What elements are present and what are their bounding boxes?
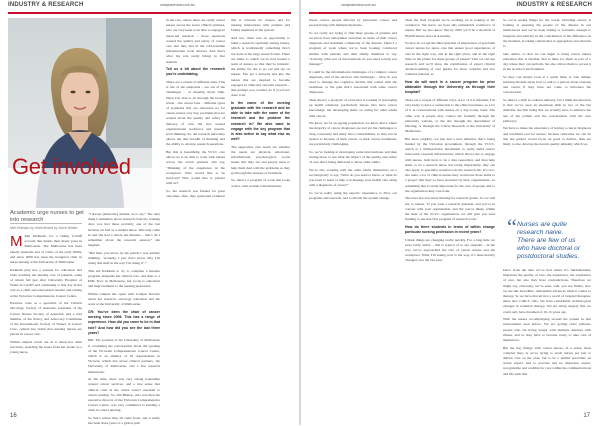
paragraph: “But then, you know, by the puzzle I was quickly thinking, ‘Actually, I just don’t know why I’m doing this stuff in the way I’m doing it’.” [88, 250, 160, 266]
paragraph: There are a couple of different ways. A lot of it is informal, I’m very lucky to have a connection to the clinical partners, so a lot of it is conversations with nurses on a day-to-day basis. The other way is people may contact me formally through the university website, or the site through the department of Nursing, or through the Cancer Research at the University of Melbourne. [405, 98, 495, 134]
article-headline: Get involved [12, 154, 131, 179]
paragraph: So we’re seeing things for the world, including cancer, is looking at ensuring the people of the disease in our medications and we’ve been testing or fortunate enough to integrate and embody in the contribution of the difference on the moment, is taking content that is appropriate and relevant to [503, 18, 591, 49]
paragraph: We have to make the experience of having a cancer diagnosis and treatment real for nurses, because otherwise we can do that the greater would focus on good to deliver, then are likely to also develop the decent-quality empathy which we [503, 126, 591, 147]
byline-rule [10, 223, 82, 224]
site-url[interactable]: campusreview.com.au [160, 3, 195, 7]
left-column-3 [166, 18, 290, 414]
running-header [0, 0, 299, 14]
paragraph: There are a couple of different aims. This is one of the endpoints – are out of the challenges – of meeting many bulk. What I’m able to do through the bronze levels – the cancer lens – different types of problems that are otherwise no for cancer nurses very day, problems that are around about the quality and safety of delivery of care, but also around organisational workforce and system-level thinking. So, the research university allows me that breadth of thinking and the ability to develop research questions. [166, 80, 226, 147]
right-column-3 [503, 18, 591, 216]
left-column-1 [10, 234, 82, 414]
paragraph: So we’re really using the experts’ experience to drive our programs and research, and to inform the system change. [309, 190, 397, 201]
drop-cap: M [10, 233, 23, 250]
paragraph: The supportive care needs are whether the needs are physical, emotional, informational, psychological, social issues that they are and people need to help them deal with the problems as they go through the stresses of treatment. [231, 144, 290, 175]
paragraph: So we really are trying to find these groups of patients and we know have suboptimal outcomes in terms of their cancer diagnosis and treatment complexity of the disease. There’s a program of work where we’ve been looking convinced studies with patients and their family members to say, ‘Actually, what sort of interventions do you need to help you manage?’ [309, 30, 397, 67]
paragraph: We know we’ve an ageing population, we know that’s where the majority of cancer diagnoses are and yet the challenges to drug conversely and many have comorbidities, so may not be treated to because of their cancer, or their cancer treatments, are particularly challenging. [309, 121, 397, 147]
site-url[interactable]: campusreview.com.au [341, 3, 376, 7]
paragraph: Then there’s a program of work that is looking at leveraging up health solutions, particularly nurses who have cancer knowledge, but developing skills on caring for older adults with cancer. [309, 98, 397, 118]
pull-quote-text: Nurses are quite research naive. There are few of us who have doctoral or postdoctoral studies. [517, 221, 581, 260]
paragraph: So that’s where they all came from, and it really has been three years of a global path [88, 416, 160, 426]
paragraph: breast cancer, people affected by pancreatic cancer, and people living with multiple myeloma. [309, 18, 397, 28]
quote-mark-icon: “ [507, 214, 517, 239]
paragraph: But this is beautifully, the VCCC role allows us to be able to work with nurses across the seven partners and say, ‘Thinking of the experience in the workplace. Who would like to be involved? Who would like to partner with us?’ [166, 150, 225, 186]
page-number: 17 [583, 413, 590, 419]
header-rule [8, 12, 291, 14]
paragraph: But more tangibly, we just had a new initiative that’s being funded by the Victorian government, through the VCCC, which is a million-dollar investment to really build cancer innovation research infrastructure which allows me to engage with nurses, both have to be a data researcher, and then help them, to be a research nurse, but really, importantly, they can also apply to specialist workforce in the research lab. It’s two-site units, a lot of clinical nurses they would use those skills to a project that they’ve been provided by their organisations, so something that is really important for the care of people and to the organisation they care from. [405, 136, 495, 193]
left-column-2 [88, 212, 160, 426]
paragraph: So, we’re looking at developing some interventions, and then testing those to see what the impact of the quality and safety of care that’s being delivered to those older adults. [309, 149, 397, 165]
paragraph: Within campus watch out as to listen has often reactions, spending the hours from her leader as a young nurse. [10, 340, 82, 355]
paragraph: So there’s a shift in cadence delivery, but I think the direction is that we’ve seen an enormous shift in two of the big domains: the first being that we actually have to embrace the use of the patient and the conversation with the care pathways. [503, 98, 591, 123]
paragraph: “I always (shine the) student, as to say,” The only thing I remember about research from my training days was that these probably one of the last lectures we had as a student nurse. This lady came in and she had a whole ten minutes – that’s all I remember about the research session,” she laughed. [88, 212, 160, 248]
paragraph: But the big change with cancer nurses, in a sense, most complex they, is we’re trying to teach nurses not just to deliver care on the plan, but to be a skilled specialist, an actual expert, and to practise and be important expert, recognisable and credible for care within the communications and life with that. [503, 345, 591, 376]
paragraph: Kirkham play has a passion for education and wide reaching the nursing care of patients, some of whom fall just after University Hospital of Wales in Cardiff and continuing to this day in her role as a chief and educational teacher and raising at the Victorian Comprehensive Cancer Centre. [10, 267, 82, 298]
right-column-4 [503, 268, 591, 414]
paragraph: M Mel Kirkham: for a fitting Cardiff account that details their many years in Melbourne. The Melbourne has been ideally Australia and of critics of the early 2000s, and since 2006 has been the inaugural chair in nurse nursing at the University of Melbourne. [10, 233, 82, 265]
paragraph: take online, so that we can begin to bring cancer nurses education that is flexible, that is there for them as part of a day where they can perform, but also allows them to access it in the at-school environment. [503, 51, 591, 72]
page-number: 16 [10, 413, 17, 419]
paragraph: So they can maybe look at a quick three or four minute learning module about how to talk to a person about exercise and cancer if they have not come to introduce the conversation. [503, 74, 591, 95]
running-header [301, 0, 600, 14]
paragraph: The trust also has more funding for research grants. So we will say to nurses, ‘If you want a research question, and you’re in concert with your organisation, and the you’re likely, within the lines of the VCCC organisation, we will give you seed funding to ask that first program of research work.’ [405, 196, 495, 222]
section-label: INDUSTRY & RESEARCH [8, 2, 84, 8]
interview-question: How do will work in a cancer program for prior attainable through the University as through their hospital? [405, 80, 495, 95]
paragraph: I think things are changing really quickly. For a long time we were fairly stable – this is typical of to say stagnant – in the way we’ve approached the role of cancer nurses and the workplace. What I’m seeing now is the way, it’s been heavily changed over the last year. [405, 237, 495, 263]
paragraph: in the role, where there are really cancer nurses across the seven clinical partners, who are very keen to be able to engage in nurse-led research – those questions around the quality and safety of cancer care that they had in the cold-baseline infrastructure tools devices. And that’s what my role really brings in that domain. [166, 18, 225, 64]
left-page [0, 0, 299, 425]
right-column-1 [309, 18, 397, 414]
paragraph: So, there’s a program of work that looks at that, with women with metastatic [231, 178, 290, 188]
section-label: INDUSTRY & RESEARCH [516, 2, 592, 8]
pull-quote [507, 214, 585, 264]
right-page [301, 0, 600, 425]
paragraph: So how do we get the third question of importance of specialist cancer nurses for nurse care that ensure good experiences of care in the right way, and in the right place, and at the right time on the planet for these groups of nurses? That we can use research and we’ll show the contribution of expert clinical decision-making of care guides for those complex and low complex patients, so [405, 41, 495, 77]
paragraph: This led Kirkham to try to complete a masters program alongside her clinical role, and then to a PhD. Now in Melbourne, her focus is education and improvements to the nursing profession. [88, 268, 160, 289]
interview-question: CR: You’ve been the chair of cancer nursing since 2006. This has a range of experience. How did you come to be in that role? And how did you see the last three years? [88, 310, 160, 335]
paragraph: Previous roles as a specialist of the Clinical Oncology Society of Australia, president of the Cancer Nurses Society of Australia, and a lead member of the Policy and Advocacy Committee of the International Society of Nurses in Cancer Care, cement her belief that nursing nurses are placed in cancer care. [10, 301, 82, 337]
interview-question: Is the name of the nursing graduate with the research and be able to take with the name of the research and the problem the research is? We also want to engage with the key program that is also active to say what else as well? [231, 100, 290, 142]
byline: Mel Kirkham by Interviewed by Dave Walke [10, 226, 78, 230]
right-column-2 [405, 18, 495, 414]
paragraph: And two, there was an opportunity to build a research capability among nurses, which is traditionally something that’s not done at the large research state. There are times to which we’ve had around a team of nurses, so that they’re fantastic, the ability for me to go out and tap on nurses. The get a network and into the nurses that are inspired to become engaged in clinically relevant research – that perhaps you couldn’t do if you’d not done it all. [231, 36, 290, 98]
paragraph: At the time, there was very strong leadership around cancer services, and a true sense that clinical roles in the centre wasn’t essential to cancer nursing. So, Jim Bishop, who was then the executive director of the Victorian Comprehensive Cancer Centre, was very committed to funding a chair in cancer nursing. [88, 377, 160, 413]
interview-question: How do there students in terms of within change particular nursing profession in recent years? [405, 224, 495, 235]
paragraph: Then the final program we’re working on is looking at the workforce. We know we have this remarkable workforce of nurses. But we also know that by 2025 we’ll be a shortfall of 85,000 nurses short in Australia. [405, 18, 495, 38]
paragraph: know from the data we’ve had where it’s fundamentally important the quality of care, the experience, the experience of care, but also they have contradictions. Therefore we might say, obviously, we’ve seen, well, you see finally, how we see this incredible, remarkable advances when it comes to therapy. So we have moved into a world of targeted therapies, these new CAR-T cells. We have remarkable technological changes in radiation therapy. We are doing surgery that we could only have dreamed of 10-15 years ago. [503, 268, 591, 314]
interview-question: Tell us a bit about the research you’re undertaking. [166, 67, 225, 77]
paragraph: Within campus she spent with Campus Review about her research, oncology education and the work at the University of Melbourne. [88, 292, 160, 307]
paragraph: HK: The position at the University of Melbourne is continuing the conversation about the opening of the Victorian Comprehensive Cancer Centre, which is an alliance of 10 organisations in Victoria, which has seven clinical partners, the University of Melbourne, and a few research institutions. [88, 338, 160, 374]
paragraph: So, the research was funded for great outcomes. One, they generated evidence that is relevant for nurses, and for nursing interactions with patients and family members in the system. [166, 18, 290, 199]
paragraph: It could be the informational challenges of a complex cancer diagnosis, and of the services and challenges – what do you need to manage the cognitive decline that comes with the treatment, or the pain that’s associated with some cancer diagnoses. [309, 69, 397, 95]
standfirst: Academic urge nurses to get into research [10, 210, 84, 223]
paragraph: With the nurses accompanying around the patient in that environment seen before. We are getting older patients, people who are living longer with multiple diseases with illness, and so they have to become ready to take care of themselves. [503, 317, 591, 343]
header-rule [309, 12, 592, 14]
paragraph: We’re also working with the older adults themselves on a sociologically to say, ‘What do you need to know, or what do you need to learn to help you manage your health care along with a diagnosis of cancer?’ [309, 167, 397, 188]
